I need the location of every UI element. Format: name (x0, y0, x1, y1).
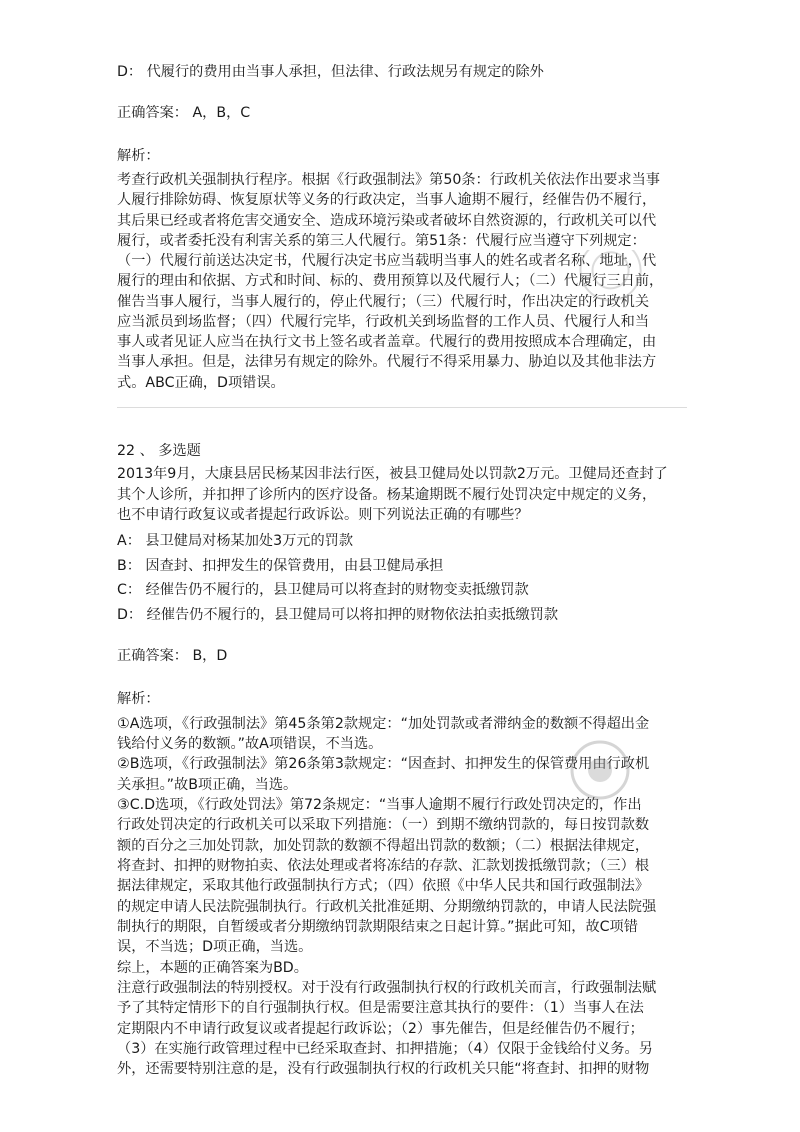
analysis-line: 据法律规定，采取其他行政强制执行方式；（四）依照《中华人民共和国行政强制法》 (117, 878, 650, 894)
analysis-line: 综上，本题的正确答案为BD。 (117, 960, 308, 976)
analysis-line: 应当派员到场监督；（四）代履行完毕，行政机关到场监督的工作人员、代履行人和当 (117, 314, 650, 330)
option-d: D： 经催告仍不履行的，县卫健局可以将扣押的财物依法拍卖抵缴罚款 (117, 607, 559, 623)
analysis-line: 予了其特定情形下的自行强制执行权。但是需要注意其执行的要件：（1）当事人在法 (117, 1000, 644, 1016)
stem-line: 也不申请行政复议或者提起行政诉讼。则下列说法正确的有哪些？ (117, 507, 529, 523)
analysis-line: 将查封、扣押的财物拍卖、依法处理或者将冻结的存款、汇款划拨抵缴罚款；（三）根 (117, 858, 650, 874)
analysis-line: 外，还需要特别注意的是，没有行政强制执行权的行政机关只能“将查封、扣押的财物 (117, 1061, 650, 1077)
analysis-line: 关承担。”故B项正确，当选。 (117, 777, 298, 793)
analysis-line: ③C.D选项，《行政处罚法》第72条规定：“当事人逾期不履行行政处罚决定的，作出 (117, 797, 642, 813)
analysis-line: 人履行排除妨碍、恢复原状等义务的行政决定，当事人逾期不履行，经催告仍不履行， (117, 192, 657, 208)
stem-line: 2013年9月，大康县居民杨某因非法行医，被县卫健局处以罚款2万元。卫健局还查封了 (117, 466, 668, 482)
analysis-line: 当事人承担。但是，法律另有规定的除外。代履行不得采用暴力、胁迫以及其他非法方 (117, 354, 657, 370)
analysis-line: 履行，或者委托没有利害关系的第三人代履行。第51条：代履行应当遵守下列规定： (117, 233, 646, 249)
analysis-line: 额的百分之三加处罚款，加处罚款的数额不得超出罚款的数额；（二）根据法律规定， (117, 838, 650, 854)
analysis-line: 注意行政强制法的特别授权。对于没有行政强制执行权的行政机关而言，行政强制法赋 (117, 980, 657, 996)
analysis-line: 钱给付义务的数额。”故A项错误，不当选。 (117, 736, 383, 752)
analysis-line: 的规定申请人民法院强制执行。行政机关批准延期、分期缴纳罚款的，申请人民法院强 (117, 899, 657, 915)
analysis-line: ①A选项，《行政强制法》第45条第2款规定：“加处罚款或者滞纳金的数额不得超出金 (117, 716, 650, 732)
analysis-line: 制执行的期限，自暂缓或者分期缴纳罚款期限结束之日起计算。”据此可知，故C项错 (117, 919, 638, 935)
analysis-line: （3）在实施行政管理过程中已经采取查封、扣押措施；（4）仅限于金钱给付义务。另 (117, 1041, 653, 1057)
section-divider (117, 407, 687, 408)
prev-analysis-label: 解析： (117, 148, 160, 164)
question-header: 22 、 多选题 (117, 443, 201, 459)
analysis-line: 行政处罚决定的行政机关可以采取下列措施：（一）到期不缴纳罚款的，每日按罚款数 (117, 817, 650, 833)
analysis-line: 误，不当选；D项正确，当选。 (117, 939, 313, 955)
correct-answer: 正确答案： B，D (117, 648, 228, 664)
analysis-line: 其后果已经或者将危害交通安全、造成环境污染或者破坏自然资源的，行政机关可以代 (117, 213, 657, 229)
analysis-line: 式。ABC正确，D项错误。 (117, 375, 285, 391)
analysis-line: 催告当事人履行，当事人履行的，停止代履行；（三）代履行时，作出决定的行政机关 (117, 294, 650, 310)
prev-correct-answer: 正确答案： A，B，C (117, 105, 251, 121)
analysis-line: ②B选项，《行政强制法》第26条第3款规定：“因查封、扣押发生的保管费用由行政机 (117, 756, 650, 772)
option-a: A： 县卫健局对杨某加处3万元的罚款 (117, 533, 354, 549)
option-b: B： 因查封、扣押发生的保管费用，由县卫健局承担 (117, 558, 444, 574)
stem-line: 其个人诊所，并扣押了诊所内的医疗设备。杨某逾期既不履行处罚决定中规定的义务， (117, 487, 657, 503)
analysis-line: 考查行政机关强制执行程序。根据《行政强制法》第50条：行政机关依法作出要求当事 (117, 172, 660, 188)
analysis-line: （一）代履行前送达决定书，代履行决定书应当载明当事人的姓名或者名称、地址，代 (117, 253, 657, 269)
option-c: C： 经催告仍不履行的，县卫健局可以将查封的财物变卖抵缴罚款 (117, 582, 529, 598)
analysis-line: 定期限内不申请行政复议或者提起行政诉讼；（2）事先催告，但是经催告仍不履行； (117, 1021, 644, 1037)
prev-option-d: D： 代履行的费用由当事人承担，但法律、行政法规另有规定的除外 (117, 64, 544, 80)
analysis-label: 解析： (117, 691, 160, 707)
analysis-line: 履行的理由和依据、方式和时间、标的、费用预算以及代履行人；（二）代履行三日前， (117, 273, 664, 289)
analysis-line: 事人或者见证人应当在执行文书上签名或者盖章。代履行的费用按照成本合理确定，由 (117, 334, 657, 350)
